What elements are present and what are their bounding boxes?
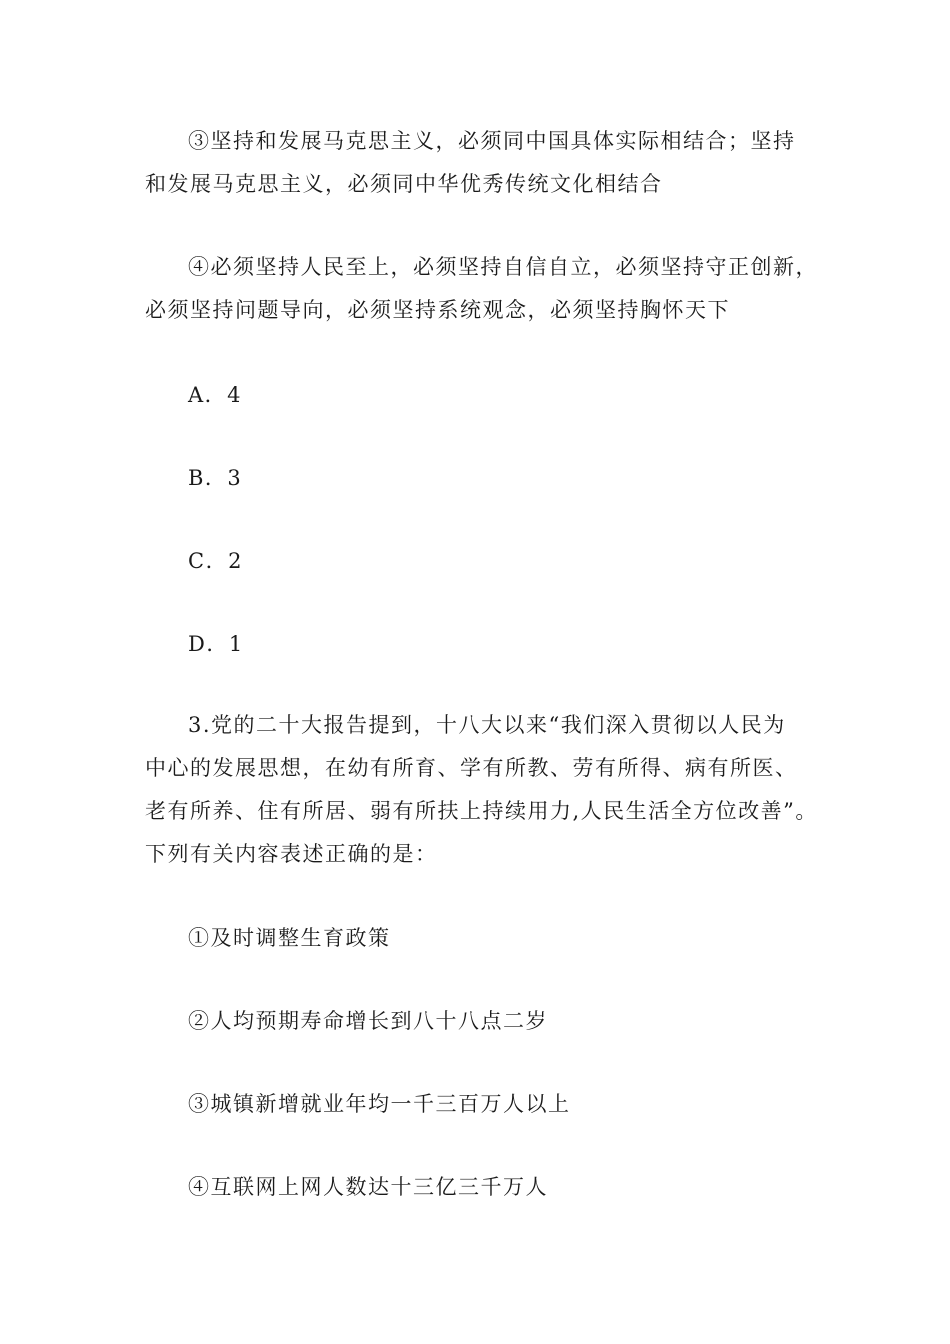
paragraph-line: 下列有关内容表述正确的是： [145,842,438,866]
paragraph-line: ④必须坚持人民至上，必须坚持自信自立，必须坚持守正创新， [188,255,818,279]
option-d: D．1 [188,632,244,656]
paragraph-line: 3.党的二十大报告提到，十八大以来“我们深入贯彻以人民为 [188,713,786,737]
paragraph-line: 中心的发展思想，在幼有所育、学有所教、劳有所得、病有所医、 [145,756,798,780]
paragraph-line: ③坚持和发展马克思主义，必须同中国具体实际相结合；坚持 [188,129,796,153]
statement-4-paragraph [145,246,825,332]
question-3-paragraph [145,704,825,876]
paragraph-line: 老有所养、住有所居、弱有所扶上持续用力,人民生活全方位改善”。 [145,799,818,823]
option-a: A．4 [188,383,243,407]
paragraph-line: 必须坚持问题导向，必须坚持系统观念，必须坚持胸怀天下 [145,298,730,322]
statement-3-paragraph [145,120,825,206]
option-b: B．3 [188,466,243,490]
statement-2: ②人均预期寿命增长到八十八点二岁 [188,1009,548,1033]
statement-4: ④互联网上网人数达十三亿三千万人 [188,1175,548,1199]
paragraph-line: 和发展马克思主义，必须同中华优秀传统文化相结合 [145,172,663,196]
statement-1: ①及时调整生育政策 [188,926,391,950]
statement-3: ③城镇新增就业年均一千三百万人以上 [188,1092,571,1116]
option-c: C．2 [188,549,243,573]
